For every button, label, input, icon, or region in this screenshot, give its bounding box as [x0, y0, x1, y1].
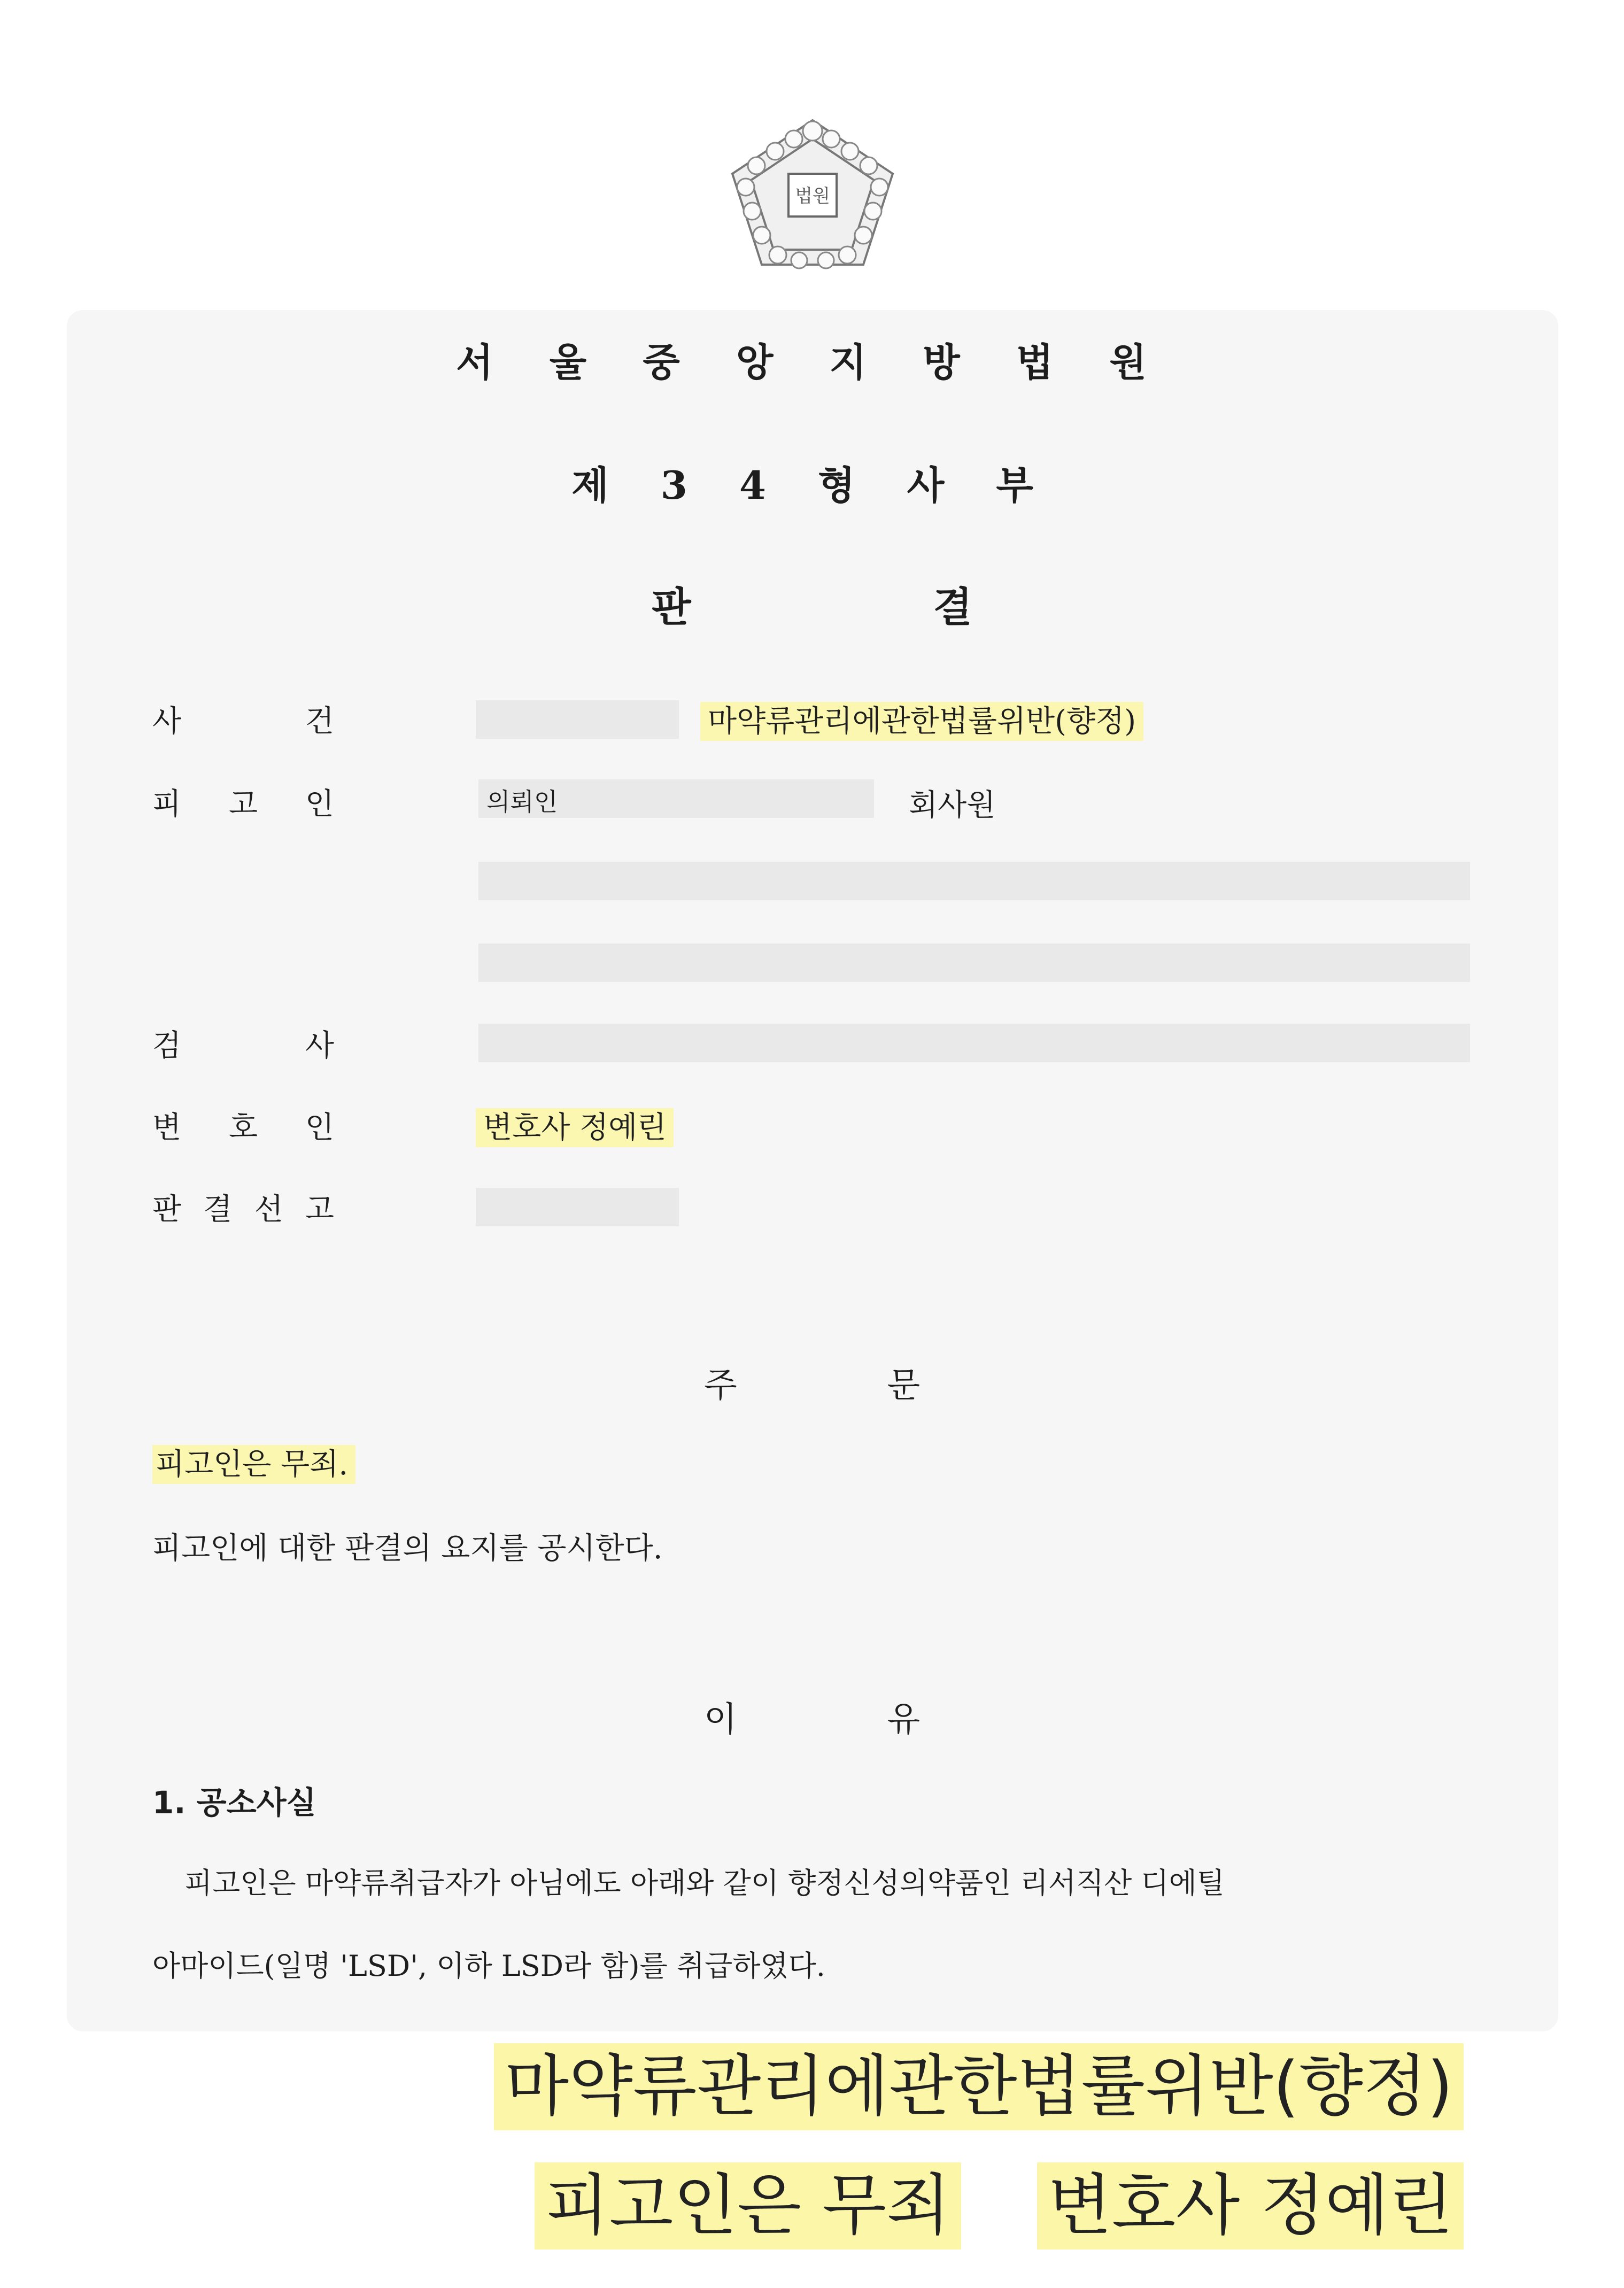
verdict-line — [152, 1441, 355, 1483]
case-label — [152, 698, 334, 740]
seal-text: 법원 — [795, 185, 830, 207]
document-title-left: 판 — [652, 583, 691, 631]
publication-line: 피고인에 대한 판결의 요지를 공시한다. — [152, 1531, 663, 1566]
order-heading-right: 문 — [887, 1366, 921, 1405]
counsel-label-char: 인 — [305, 1110, 334, 1145]
defendant-label — [152, 780, 334, 823]
sentencing-label-char: 판 — [152, 1192, 182, 1227]
counsel-label — [152, 1104, 334, 1147]
court-seal-icon — [724, 115, 901, 270]
redacted-sentencing-date — [476, 1188, 679, 1226]
court-name: 서 울 중 앙 지 방 법 원 — [456, 339, 1168, 385]
callout-verdict: 피고인은 무죄 — [535, 2162, 961, 2250]
sentencing-label-char: 결 — [203, 1192, 233, 1227]
paper-background — [67, 310, 1558, 2031]
order-heading — [0, 1358, 1624, 1407]
section-1-line-1: 피고인은 마약류취급자가 아님에도 아래와 같이 향정신성의약품인 리서직산 디에틸 — [184, 1866, 1225, 1900]
defendant-label-char: 피 — [152, 787, 182, 822]
section-1-title: 1. 공소사실 — [152, 1784, 316, 1821]
sentencing-label-char: 고 — [305, 1192, 334, 1227]
verdict-text: 피고인은 무죄. — [152, 1445, 355, 1484]
prosecutor-label-char: 검 — [152, 1029, 182, 1063]
redacted-address-line-1 — [478, 862, 1470, 900]
section-1-line-2: 아마이드(일명 'LSD', 이하 LSD라 함)를 취급하였다. — [152, 1949, 825, 1983]
sentencing-label-char: 선 — [254, 1192, 283, 1227]
counsel-value-text: 변호사 정예린 — [476, 1108, 674, 1147]
prosecutor-label — [152, 1022, 334, 1065]
reasons-heading — [0, 1692, 1624, 1741]
case-label-char: 사 — [152, 704, 182, 739]
redacted-prosecutor-name — [478, 1024, 1470, 1062]
order-heading-left: 주 — [703, 1366, 737, 1405]
reasons-heading-left: 이 — [703, 1700, 737, 1740]
callout-counsel: 변호사 정예린 — [1037, 2162, 1464, 2250]
counsel-label-char: 변 — [152, 1110, 182, 1145]
redacted-address-line-2 — [478, 944, 1470, 982]
sentencing-label — [152, 1186, 334, 1228]
prosecutor-label-char: 사 — [305, 1029, 334, 1063]
defendant-prefix: 의뢰인 — [486, 787, 558, 816]
defendant-occupation: 회사원 — [909, 788, 996, 823]
callout-charge: 마약류관리에관한법률위반(향정) — [494, 2043, 1464, 2130]
case-value-text: 마약류관리에관한법률위반(향정) — [700, 702, 1143, 741]
counsel-value — [476, 1104, 674, 1147]
counsel-label-char: 호 — [228, 1110, 258, 1145]
defendant-label-char: 인 — [305, 787, 334, 822]
division-name: 제 3 4 형 사 부 — [571, 462, 1053, 508]
case-value — [700, 698, 1143, 740]
document-title-right: 결 — [933, 583, 972, 631]
reasons-heading-right: 유 — [887, 1700, 921, 1740]
case-label-char: 건 — [305, 704, 334, 739]
document-title — [0, 575, 1624, 633]
defendant-label-char: 고 — [228, 787, 258, 822]
redacted-case-number — [476, 700, 679, 739]
